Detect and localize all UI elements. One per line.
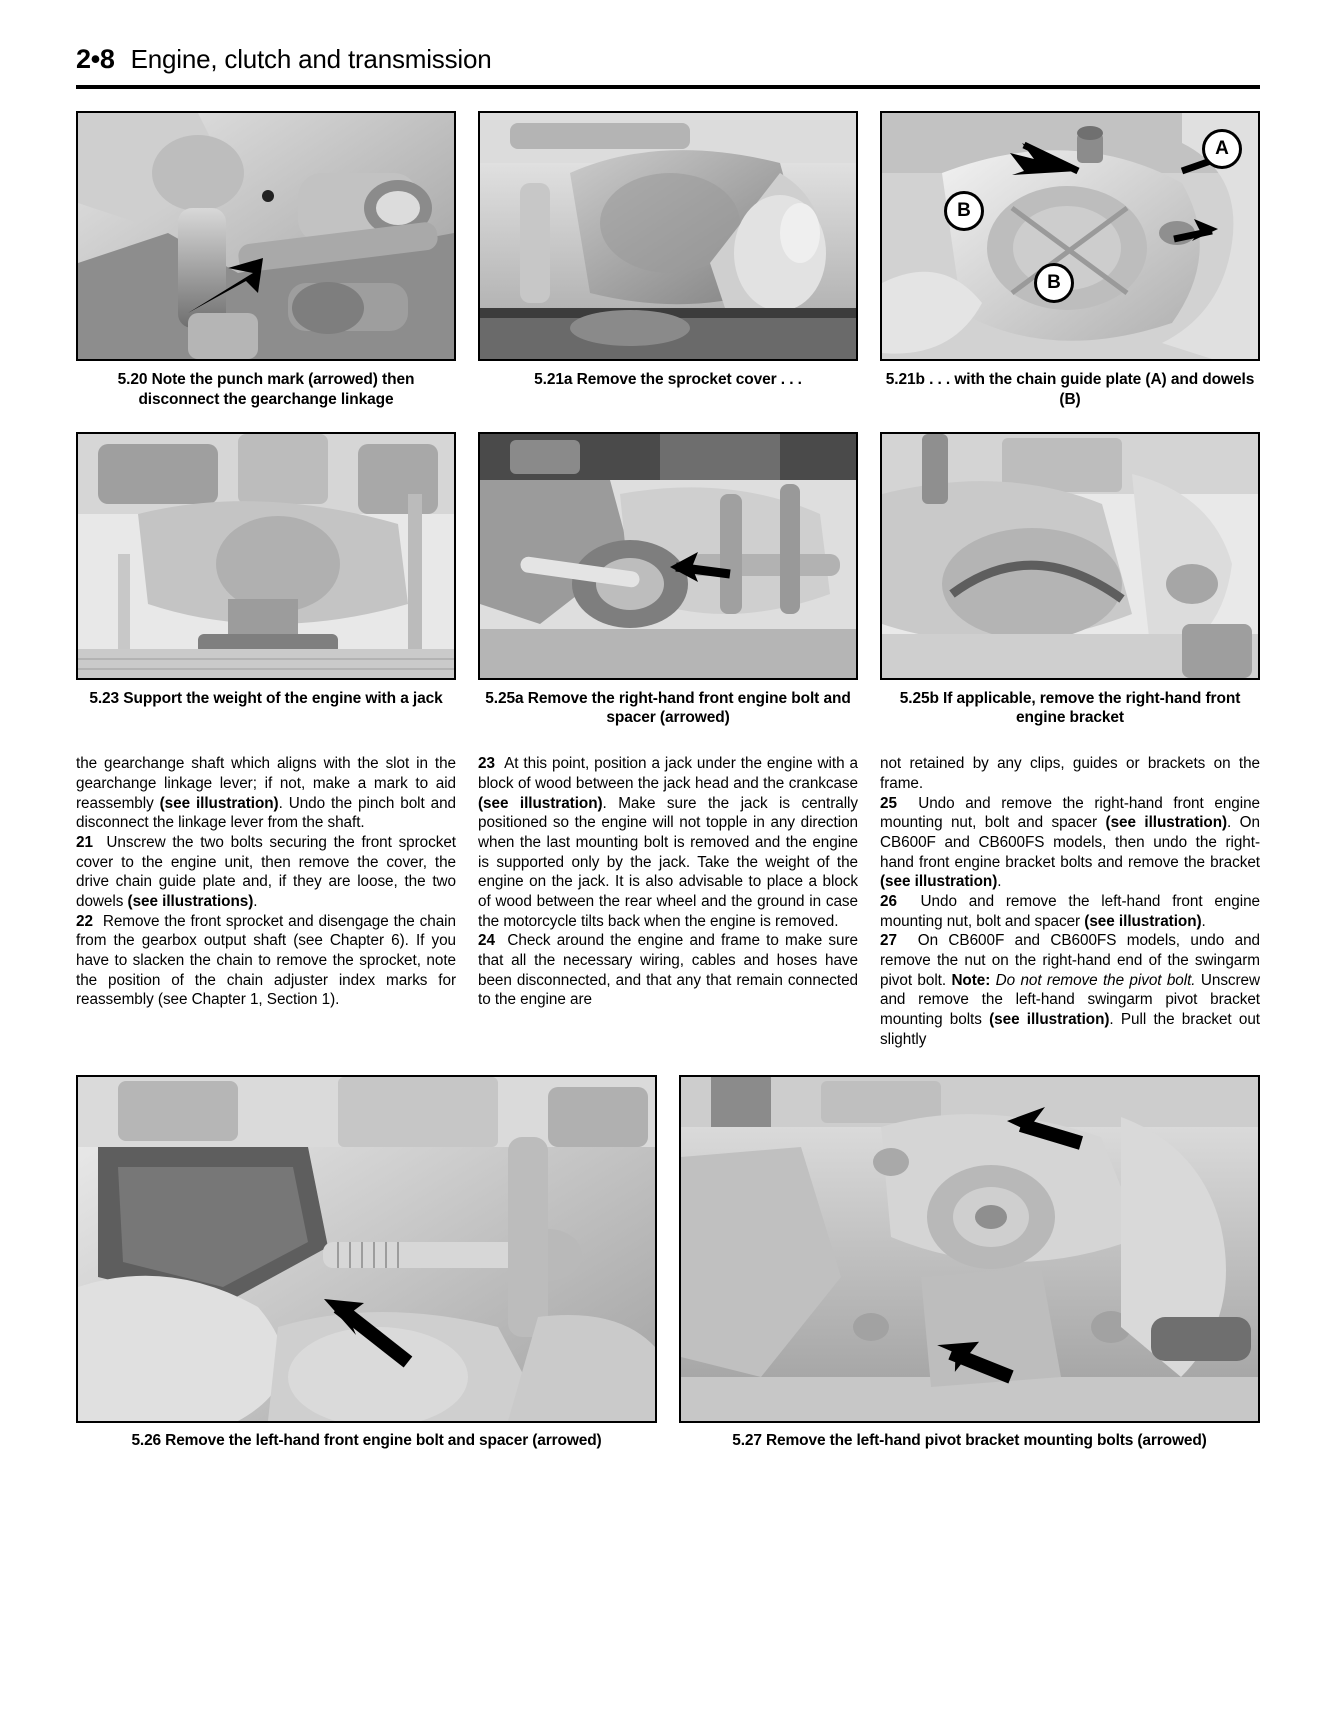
figure-5-20 bbox=[76, 111, 456, 410]
photo-5-25a bbox=[478, 432, 858, 680]
figure-5-21a bbox=[478, 111, 858, 410]
paragraph-step-24: 24 Check around the engine and frame to make sure that all the necessary wiring, cables and hoses have been disconnected, and that any that remain connected to the engine are bbox=[478, 932, 858, 1009]
photo-5-27-arrows bbox=[681, 1077, 1258, 1421]
paragraph-step-22: 22 Remove the front sprocket and disengage the chain from the gearbox output shaft (see Chapter 6). If you have to slacken the chain to remove the sprocket, note the position of the chain adjuster index marks for reassembly (see Chapter 1, Section 1). bbox=[76, 912, 456, 1009]
figure-row-3 bbox=[76, 1075, 1260, 1450]
section-title: Engine, clutch and transmission bbox=[130, 44, 492, 74]
paragraph-continuation-20: the gearchange shaft which aligns with the slot in the gearchange linkage lever; if not, make a mark to aid reassembly (see illustration). Undo the pinch bolt and disconnect the linkage lever from the shaft. bbox=[76, 755, 456, 832]
photo-5-25b bbox=[880, 432, 1260, 680]
photo-5-21b bbox=[880, 111, 1260, 361]
photo-5-23-image bbox=[78, 434, 454, 678]
figure-caption-5-27: 5.27 Remove the left-hand pivot bracket mounting bolts (arrowed) bbox=[732, 1432, 1207, 1450]
photo-5-23 bbox=[76, 432, 456, 680]
photo-5-25b-image bbox=[882, 434, 1258, 678]
header-rule bbox=[76, 85, 1260, 89]
figure-row-1 bbox=[76, 111, 1260, 410]
paragraph-step-26: 26 Undo and remove the left-hand front engine mounting nut, bolt and spacer (see illustration). bbox=[880, 892, 1260, 930]
figure-5-27 bbox=[679, 1075, 1260, 1450]
figure-caption-5-21b: 5.21b . . . with the chain guide plate (A) and dowels (B) bbox=[885, 371, 1255, 408]
figure-caption-5-26: 5.26 Remove the left-hand front engine bolt and spacer (arrowed) bbox=[131, 1432, 602, 1450]
figure-caption-5-25a: 5.25a Remove the right-hand front engine bolt and spacer (arrowed) bbox=[485, 689, 851, 727]
photo-5-21a bbox=[478, 111, 858, 361]
paragraph-step-25: 25 Undo and remove the right-hand front engine mounting nut, bolt and spacer (see illustration). On CB600F and CB600FS models, then undo the right-hand front engine bracket bolts and remove the bracket (see illustration). bbox=[880, 794, 1260, 891]
paragraph-step-23: 23 At this point, position a jack under the engine with a block of wood between the jack head and the crankcase (see illustration). Make sure the jack is centrally positioned so the engine will not topple in any direction when the last mounting bolt is removed and the engine is supported only by the jack. Take the weight of the engine on the jack. It is also advisable to place a block of wood between the rear wheel and the ground in case the motorcycle tilts back when the engine is removed. bbox=[478, 755, 858, 930]
paragraph-step-27: 27 On CB600F and CB600FS models, undo and remove the nut on the right-hand end of the swingarm pivot bolt. Note: Do not remove the pivot bolt. Unscrew and remove the left-hand swingarm pivot bracket mounting bolts (see illustration). Pull the bracket out slightly bbox=[880, 932, 1261, 1048]
photo-5-21a-image bbox=[480, 113, 856, 359]
figure-5-23 bbox=[76, 432, 456, 729]
photo-5-26-arrow bbox=[78, 1077, 655, 1421]
photo-5-25a-arrow bbox=[480, 434, 856, 678]
text-column-2 bbox=[478, 754, 858, 1049]
photo-5-26 bbox=[76, 1075, 657, 1423]
callout-label-b1: B bbox=[944, 191, 984, 231]
callout-label-a: A bbox=[1202, 129, 1242, 169]
photo-5-20 bbox=[76, 111, 456, 361]
text-column-1 bbox=[76, 754, 456, 1049]
photo-5-27 bbox=[679, 1075, 1260, 1423]
figure-caption-5-25b: 5.25b If applicable, remove the right-hand front engine bracket bbox=[899, 689, 1241, 727]
body-text bbox=[76, 754, 1260, 1049]
figure-caption-5-23: 5.23 Support the weight of the engine with a jack bbox=[89, 689, 443, 707]
figure-5-25b bbox=[880, 432, 1260, 729]
paragraph-continuation-24: not retained by any clips, guides or brackets on the frame. bbox=[880, 755, 1260, 792]
figure-caption-5-20: 5.20 Note the punch mark (arrowed) then disconnect the gearchange linkage bbox=[117, 371, 415, 408]
figure-5-21b bbox=[880, 111, 1260, 410]
paragraph-step-21: 21 Unscrew the two bolts securing the front sprocket cover to the engine unit, then remove the cover, the drive chain guide plate and, if they are loose, the two dowels (see illustrations). bbox=[76, 833, 456, 910]
figure-5-25a bbox=[478, 432, 858, 729]
page-number: 2•8 bbox=[76, 44, 115, 74]
page-header bbox=[76, 0, 1260, 75]
figure-row-2 bbox=[76, 432, 1260, 729]
figure-caption-5-21a: 5.21a Remove the sprocket cover . . . bbox=[534, 371, 802, 388]
photo-5-20-image bbox=[78, 113, 454, 359]
figure-5-26 bbox=[76, 1075, 657, 1450]
callout-label-b2: B bbox=[1034, 263, 1074, 303]
text-column-3 bbox=[880, 754, 1260, 1049]
